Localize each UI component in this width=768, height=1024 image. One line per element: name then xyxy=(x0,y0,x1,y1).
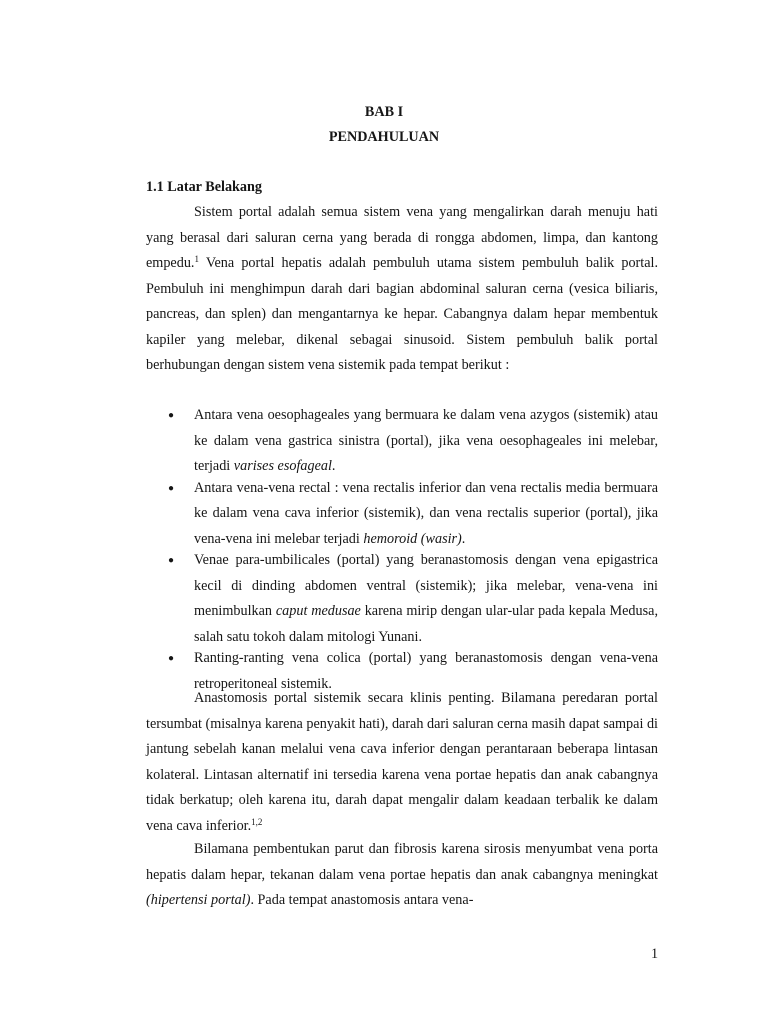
chapter-title: PENDAHULUAN xyxy=(328,129,440,145)
paragraph-intro xyxy=(146,200,658,379)
emphasis-term: caput medusae xyxy=(275,603,361,619)
emphasis-term: hemoroid (wasir) xyxy=(363,530,462,547)
paragraph-anastomosis xyxy=(146,686,658,839)
chapter-number: BAB I xyxy=(364,104,404,120)
paragraph-text: Bilamana pembentukan parut dan fibrosis karena sirosis menyumbat vena porta hepatis dalam hepar, tekanan dalam vena portae hepatis dan anak cabangnya meningkat xyxy=(146,841,658,883)
list-item xyxy=(168,403,658,480)
list-item-text: Venae para-umbilicales (portal) yang beranastomosis dengan vena epigastrica kecil di dinding abdomen ventral (sistemik); jika melebar, vena-vena ini menimbulkan xyxy=(194,552,658,619)
list-item-text: Antara vena-vena rectal : vena rectalis inferior dan vena rectalis media bermuara ke dalam vena cava inferior (sistemik), dan vena rectalis superior (portal), jika vena-vena ini melebar terjadi xyxy=(194,479,658,547)
emphasis-term: (hipertensi portal) xyxy=(146,892,251,908)
emphasis-term: varises esofageal xyxy=(233,458,332,474)
paragraph-text: Sistem portal adalah semua sistem vena yang mengalirkan darah menuju hati yang berasal dari saluran cerna yang berada di rongga abdomen, limpa, dan kantong empedu. xyxy=(146,204,658,271)
list-item xyxy=(168,476,658,553)
citation-ref: 1 xyxy=(194,254,199,264)
citation-ref: 1,2 xyxy=(251,816,263,827)
paragraph-text: Anastomosis portal sistemik secara klinis penting. Bilamana peredaran portal tersumbat (misalnya karena penyakit hati), darah dari saluran cerna masih dapat sampai di jantung sebelah kanan melalui vena cava inferior dengan perantaraan beberapa lintasan kolateral. Lintasan alternatif ini tersedia karena vena portae hepatis dan anak cabangnya tidak berkatup; oleh karena itu, darah dapat mengalir dalam keadaan terbalik ke dalam vena cava inferior. xyxy=(146,690,658,834)
bullet-icon: ● xyxy=(168,482,175,494)
bullet-icon: ● xyxy=(168,653,175,664)
list-item-text-end: . xyxy=(331,458,336,474)
section-heading: 1.1 Latar Belakang xyxy=(146,179,263,195)
list-item-text: Ranting-ranting vena colica (portal) yang beranastomosis dengan vena-vena retroperitoneal sistemik. xyxy=(194,650,658,692)
anastomosis-list xyxy=(168,403,658,697)
paragraph-text: . Pada tempat anastomosis antara vena- xyxy=(250,892,474,908)
list-item-text: Antara vena oesophageales yang bermuara ke dalam vena azygos (sistemik) atau ke dalam vena gastrica sinistra (portal), jika vena oesophageales ini melebar, terjadi xyxy=(194,407,658,474)
bullet-icon: ● xyxy=(168,555,175,566)
list-item-text-end: . xyxy=(461,530,466,547)
list-item-text-end: karena mirip dengan ular-ular pada kepala Medusa, salah satu tokoh dalam mitologi Yunani. xyxy=(194,603,658,645)
list-item xyxy=(168,548,658,650)
bullet-icon: ● xyxy=(168,410,175,421)
paragraph-hypertension xyxy=(146,837,658,914)
paragraph-text: Vena portal hepatis adalah pembuluh utama sistem pembuluh balik portal. Pembuluh ini menghimpun darah dari bagian abdominal saluran cerna (vesica biliaris, pancreas, dan splen) dan mengantarnya ke hepar. Cabangnya dalam hepar membentuk kapiler yang melebar, dikenal sebagai sinusoid. Sistem pembuluh balik portal berhubungan dengan sistem vena sistemik pada tempat berikut : xyxy=(146,255,658,373)
page-number: 1 xyxy=(651,946,659,962)
